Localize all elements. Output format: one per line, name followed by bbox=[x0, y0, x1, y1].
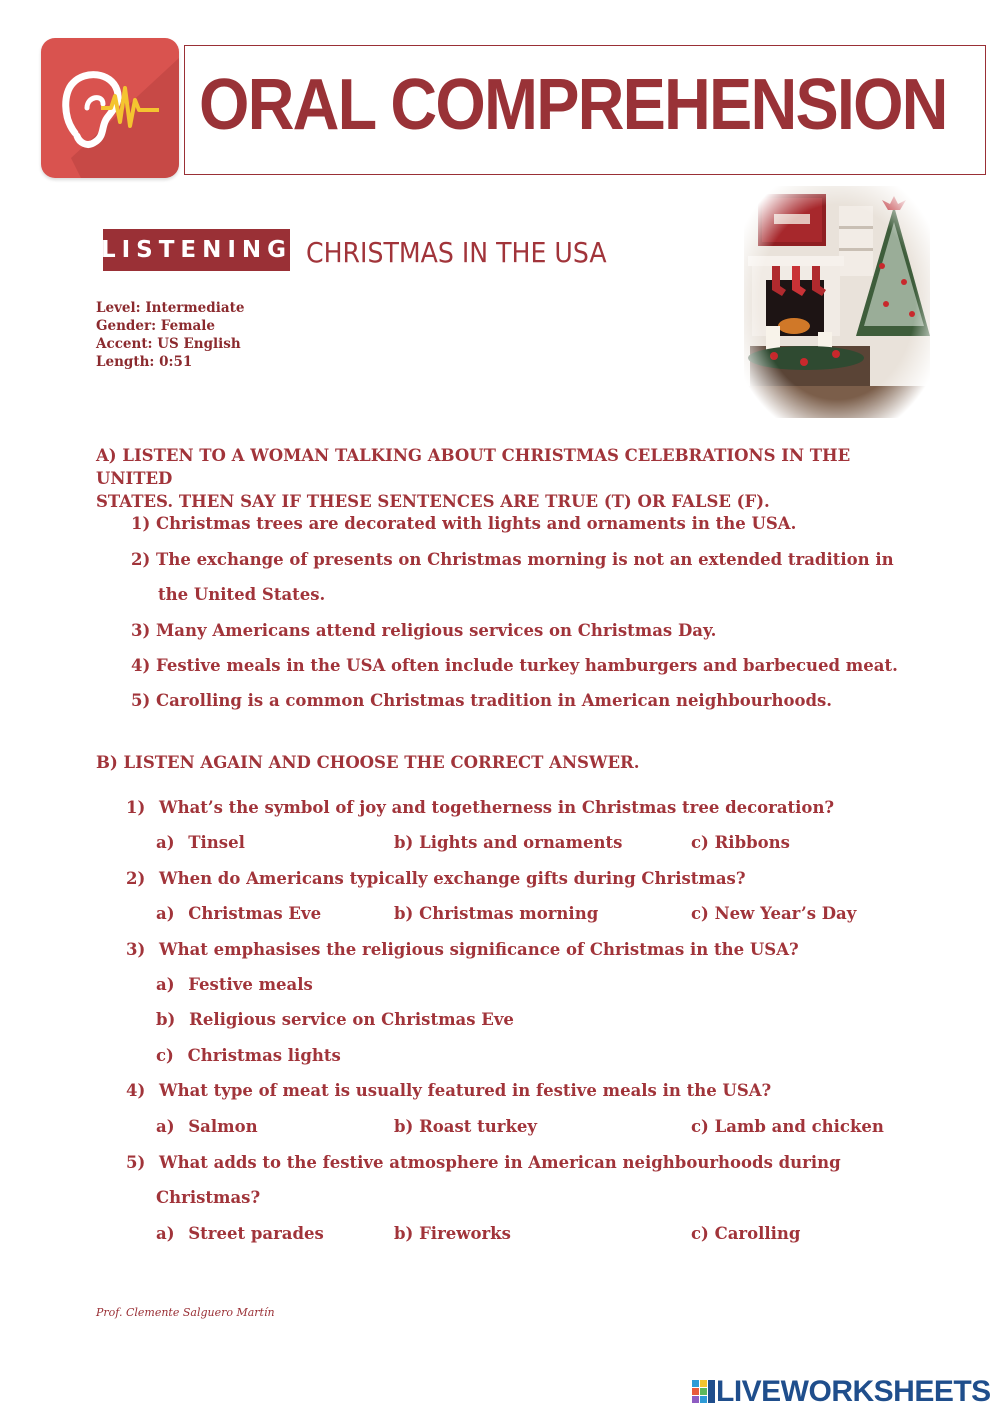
question-3-option-b bbox=[156, 1010, 514, 1029]
option-text: Street parades bbox=[188, 1224, 324, 1243]
tf-item-5 bbox=[131, 691, 832, 710]
instruction-line: A) LISTEN TO A WOMAN TALKING ABOUT CHRISTMAS CELEBRATIONS IN THE UNITED bbox=[96, 446, 851, 488]
option-text: Salmon bbox=[188, 1117, 258, 1136]
option-text: Religious service on Christmas Eve bbox=[189, 1010, 514, 1029]
item-text: Festive meals in the USA often include turkey hamburgers and barbecued meat. bbox=[156, 656, 898, 675]
item-number: 5) bbox=[131, 691, 151, 710]
question-text: What emphasises the religious significance of Christmas in the USA? bbox=[159, 940, 799, 959]
question-number: 2) bbox=[126, 869, 146, 888]
section-a-instruction bbox=[96, 444, 896, 513]
question-text: What’s the symbol of joy and togetherness in Christmas tree decoration? bbox=[159, 798, 835, 817]
question-number: 4) bbox=[126, 1081, 146, 1100]
item-number: 2) bbox=[131, 550, 151, 569]
christmas-photo bbox=[744, 186, 930, 418]
question-5-option-b: b) Fireworks bbox=[394, 1224, 511, 1243]
option-text: Christmas Eve bbox=[188, 904, 322, 923]
item-text: Carolling is a common Christmas tradition in American neighbourhoods. bbox=[156, 691, 833, 710]
option-label: c) bbox=[156, 1046, 174, 1065]
question-text: When do Americans typically exchange gifts during Christmas? bbox=[159, 869, 746, 888]
option-text: Christmas lights bbox=[187, 1046, 341, 1065]
item-number: 1) bbox=[131, 514, 151, 533]
question-4-option-a bbox=[156, 1117, 258, 1136]
question-text: What type of meat is usually featured in festive meals in the USA? bbox=[159, 1081, 772, 1100]
option-label: a) bbox=[156, 833, 175, 852]
option-label: a) bbox=[156, 1224, 175, 1243]
item-number: 3) bbox=[131, 621, 151, 640]
option-label: a) bbox=[156, 1117, 175, 1136]
question-1-option-c: c) Ribbons bbox=[691, 833, 790, 852]
meta-level: Level: Intermediate bbox=[96, 300, 245, 316]
option-label: b) bbox=[156, 1010, 176, 1029]
question-2 bbox=[126, 869, 746, 888]
question-5 bbox=[126, 1153, 841, 1172]
question-2-option-b: b) Christmas morning bbox=[394, 904, 599, 923]
question-4 bbox=[126, 1081, 771, 1100]
question-number: 5) bbox=[126, 1153, 146, 1172]
meta-length: Length: 0:51 bbox=[96, 354, 193, 370]
tf-item-2 bbox=[131, 550, 894, 569]
meta-gender: Gender: Female bbox=[96, 318, 215, 334]
question-5-continued: Christmas? bbox=[156, 1188, 261, 1207]
tf-item-3 bbox=[131, 621, 716, 640]
question-1-option-a bbox=[156, 833, 245, 852]
item-text: Christmas trees are decorated with lights and ornaments in the USA. bbox=[156, 514, 797, 533]
meta-accent: Accent: US English bbox=[96, 336, 241, 352]
title-box bbox=[184, 45, 986, 175]
listening-badge: LISTENING bbox=[103, 229, 290, 271]
question-number: 3) bbox=[126, 940, 146, 959]
author-credit: Prof. Clemente Salguero Martín bbox=[96, 1306, 275, 1319]
tf-item-1 bbox=[131, 514, 796, 533]
topic-title: CHRISTMAS IN THE USA bbox=[306, 236, 607, 269]
tf-item-2-continued: the United States. bbox=[158, 585, 326, 604]
question-3-option-a bbox=[156, 975, 313, 994]
question-1-option-b: b) Lights and ornaments bbox=[394, 833, 623, 852]
brand-name: LIVEWORKSHEETS bbox=[716, 1375, 991, 1408]
page-title: ORAL COMPREHENSION bbox=[199, 65, 947, 145]
option-text: Tinsel bbox=[188, 833, 245, 852]
question-3-option-c bbox=[156, 1046, 341, 1065]
question-2-option-a bbox=[156, 904, 321, 923]
section-b-instruction: B) LISTEN AGAIN AND CHOOSE THE CORRECT ANSWER. bbox=[96, 753, 640, 772]
question-3 bbox=[126, 940, 799, 959]
audio-meta bbox=[96, 299, 244, 371]
question-1 bbox=[126, 798, 834, 817]
question-number: 1) bbox=[126, 798, 146, 817]
tf-item-4 bbox=[131, 656, 898, 675]
option-text: Festive meals bbox=[188, 975, 313, 994]
ear-soundwave-icon bbox=[41, 38, 179, 178]
liveworksheets-logo[interactable] bbox=[692, 1375, 991, 1409]
instruction-line: STATES. THEN SAY IF THESE SENTENCES ARE TRUE (T) OR FALSE (F). bbox=[96, 492, 770, 511]
question-text: What adds to the festive atmosphere in American neighbourhoods during bbox=[159, 1153, 841, 1172]
question-4-option-c: c) Lamb and chicken bbox=[691, 1117, 884, 1136]
item-text: Many Americans attend religious services on Christmas Day. bbox=[156, 621, 717, 640]
question-5-option-c: c) Carolling bbox=[691, 1224, 801, 1243]
item-number: 4) bbox=[131, 656, 151, 675]
liveworksheets-logo-icon bbox=[692, 1380, 716, 1404]
question-2-option-c: c) New Year’s Day bbox=[691, 904, 857, 923]
option-label: a) bbox=[156, 904, 175, 923]
question-4-option-b: b) Roast turkey bbox=[394, 1117, 537, 1136]
item-text: The exchange of presents on Christmas morning is not an extended tradition in bbox=[156, 550, 894, 569]
option-label: a) bbox=[156, 975, 175, 994]
question-5-option-a bbox=[156, 1224, 324, 1243]
